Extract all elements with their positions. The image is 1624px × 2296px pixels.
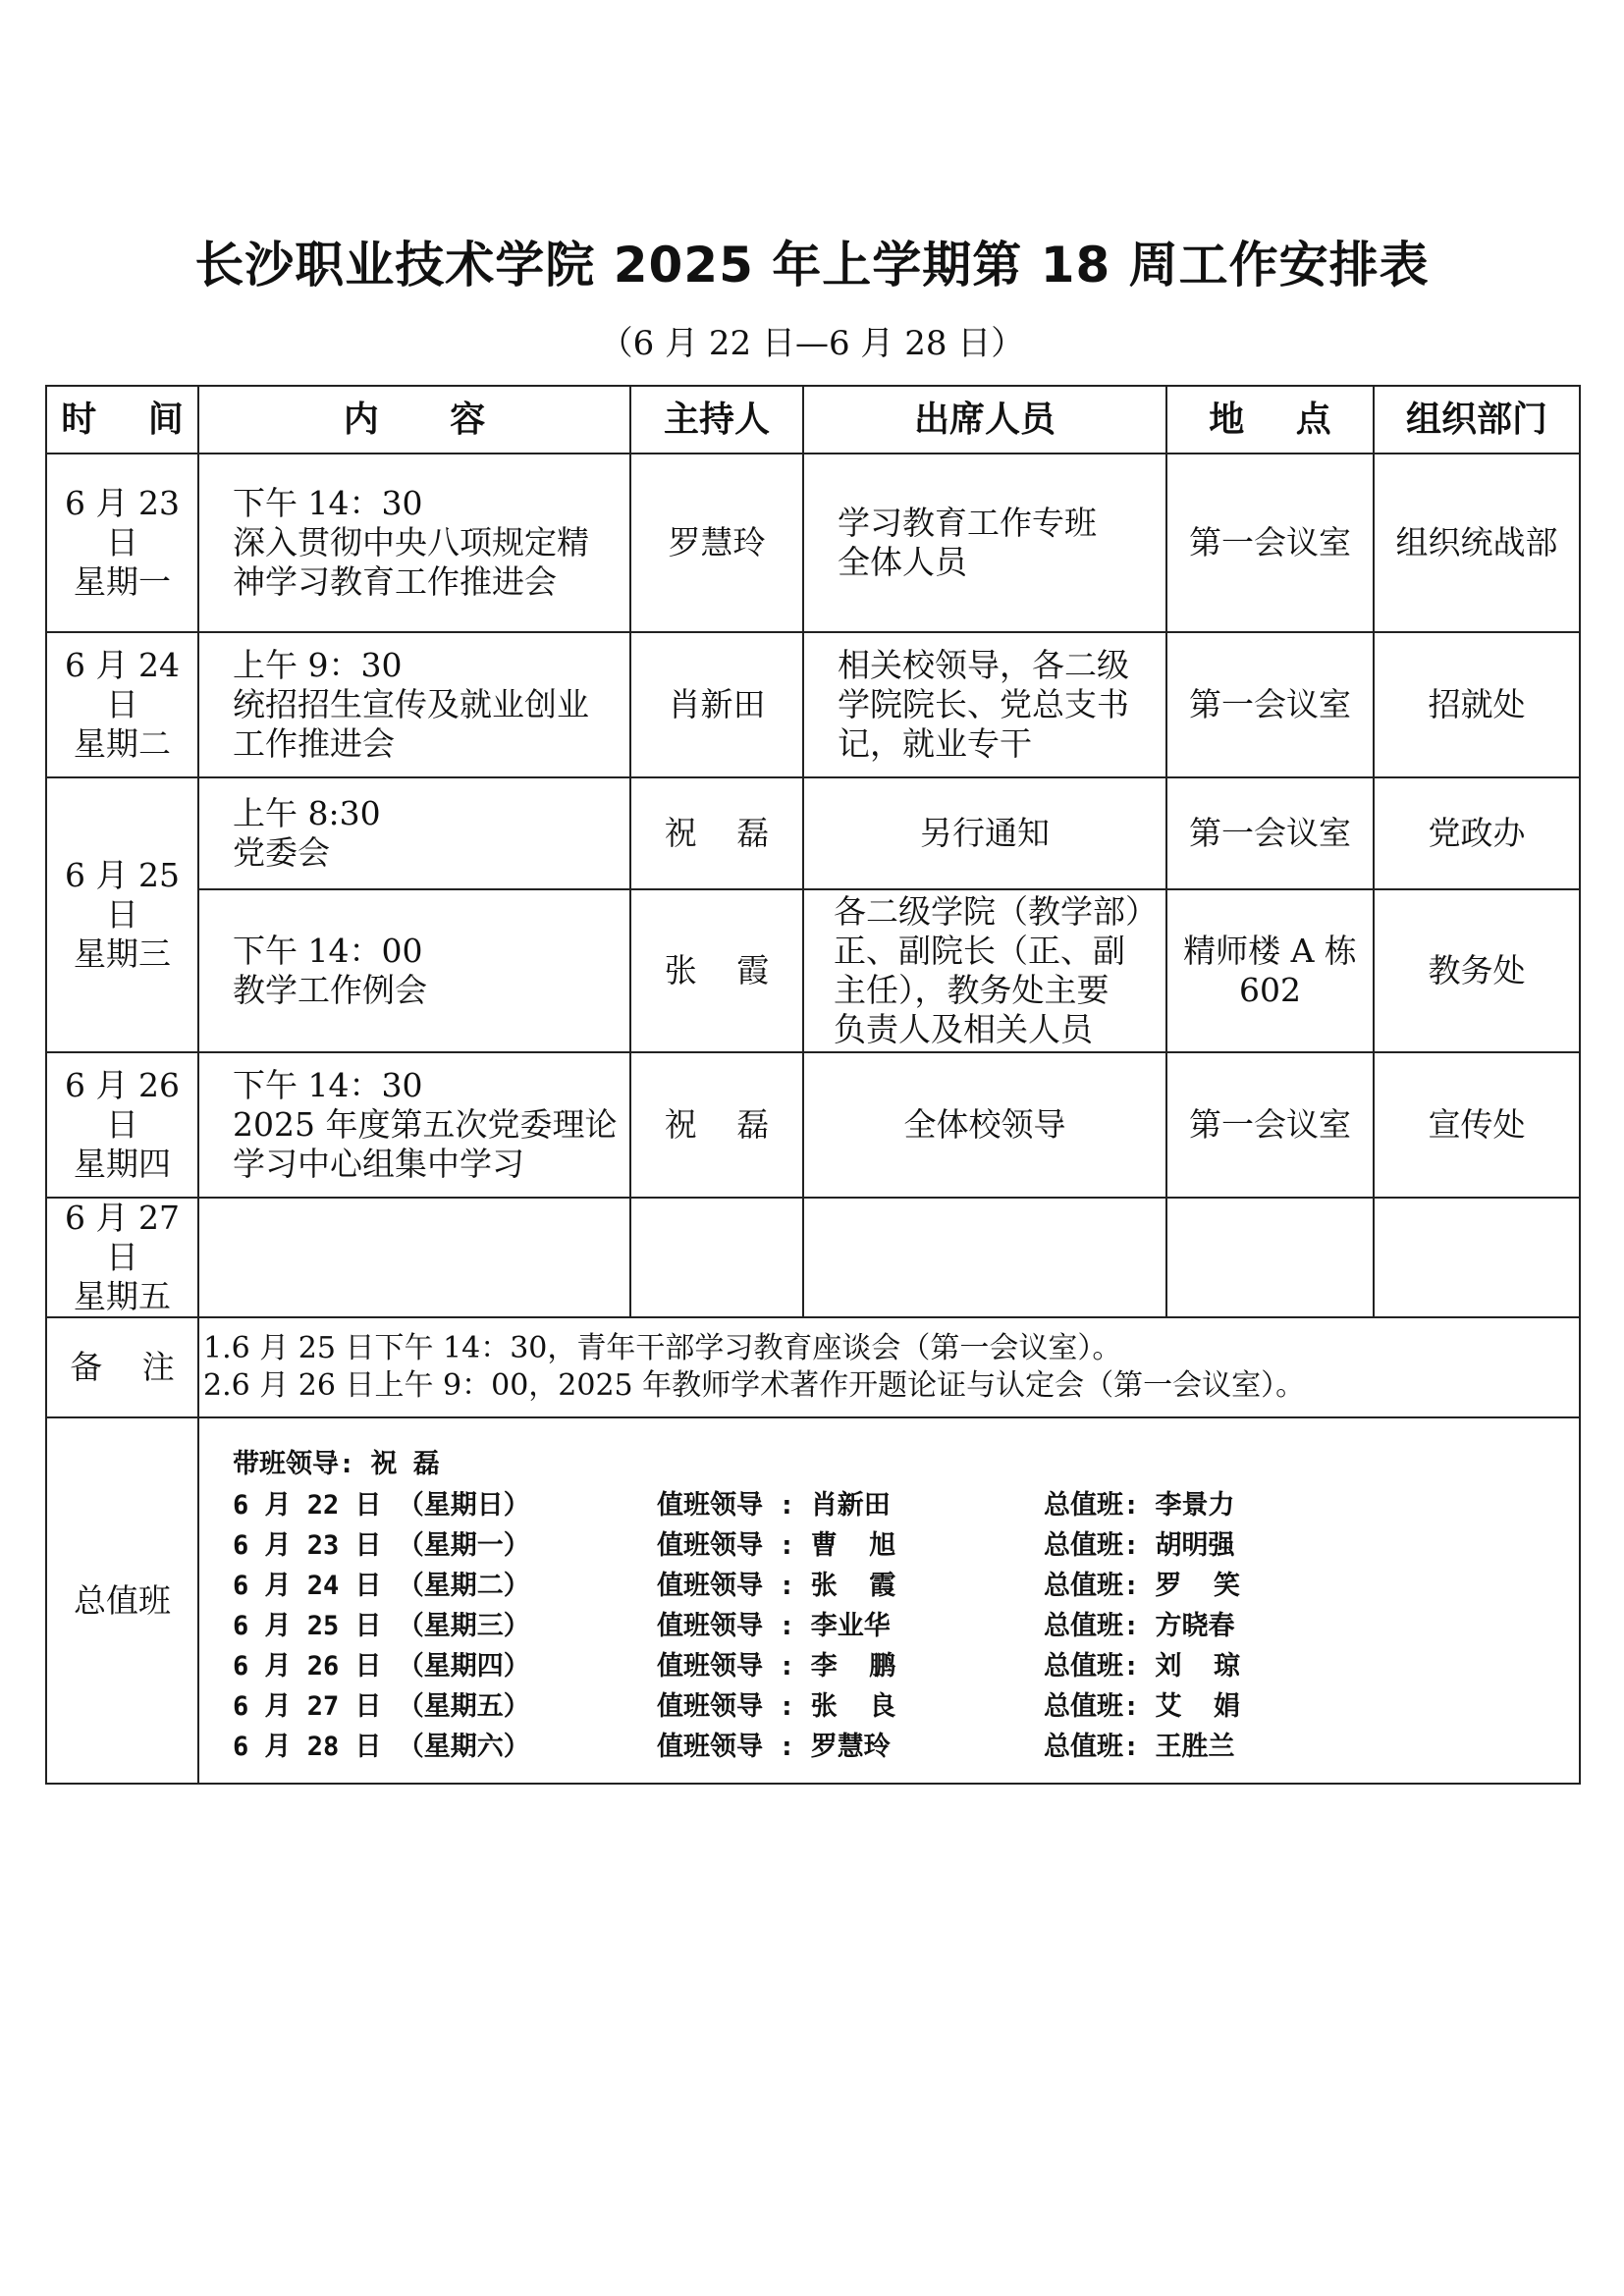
meeting-title-line: 党委会 <box>233 833 330 872</box>
meeting-time: 上午 9：30 <box>233 646 403 684</box>
dept-cell: 组织统战部 <box>1374 454 1580 632</box>
duty-leader: 值班领导 : 李业华 <box>657 1611 891 1641</box>
date-cell <box>46 632 198 777</box>
weekday-text: 星期五 <box>74 1277 171 1315</box>
duty-lead: 带班领导: 祝 磊 <box>233 1449 440 1479</box>
date-text: 6 月 23 日 <box>65 484 180 561</box>
duty-staff: 总值班: 罗 笑 <box>1044 1571 1241 1601</box>
date-text: 6 月 27 日 <box>65 1199 180 1276</box>
duty-staff: 总值班: 李景力 <box>1044 1490 1235 1521</box>
meeting-title-line: 2025 年度第五次党委理论 <box>233 1105 618 1144</box>
table-row <box>46 889 1580 1052</box>
attendees-line: 学习教育工作专班 <box>838 504 1097 542</box>
table-row <box>46 777 1580 889</box>
duty-staff: 总值班: 方晓春 <box>1044 1611 1235 1641</box>
duty-cell <box>198 1417 1580 1784</box>
attendees-cell <box>803 889 1166 1052</box>
notes-cell <box>198 1317 1580 1417</box>
attendees-cell: 全体校领导 <box>803 1052 1166 1198</box>
location-cell: 第一会议室 <box>1166 632 1374 777</box>
duty-staff: 总值班: 艾 娟 <box>1044 1691 1241 1722</box>
attendees-cell: 另行通知 <box>803 777 1166 889</box>
weekday-text: 星期四 <box>74 1145 171 1183</box>
meeting-title-line: 神学习教育工作推进会 <box>233 562 557 601</box>
date-cell <box>46 454 198 632</box>
date-cell <box>46 777 198 1052</box>
table-row <box>46 1052 1580 1198</box>
dept-cell <box>1374 1198 1580 1317</box>
dept-cell: 宣传处 <box>1374 1052 1580 1198</box>
notes-label: 备 注 <box>46 1317 198 1417</box>
duty-leader: 值班领导 : 张 霞 <box>657 1571 896 1601</box>
host-cell: 罗慧玲 <box>630 454 803 632</box>
duty-list-item <box>233 1525 1579 1566</box>
location-cell: 第一会议室 <box>1166 454 1374 632</box>
attendees-line: 学院院长、党总支书 <box>838 685 1129 723</box>
attendees-line: 记，就业专干 <box>838 724 1032 763</box>
header-time: 时 间 <box>46 386 198 454</box>
meeting-title-line: 工作推进会 <box>233 724 395 763</box>
attendees-cell <box>803 454 1166 632</box>
date-range: （6 月 22 日—6 月 28 日） <box>599 324 1025 363</box>
date-cell <box>46 1198 198 1317</box>
duty-leader: 值班领导 : 肖新田 <box>657 1490 891 1521</box>
duty-leader: 值班领导 : 罗慧玲 <box>657 1732 891 1762</box>
header-attendees: 出席人员 <box>803 386 1166 454</box>
weekday-text: 星期三 <box>74 934 171 973</box>
duty-date: 6 月 26 日 （星期四） <box>233 1651 530 1682</box>
duty-date: 6 月 28 日 （星期六） <box>233 1732 530 1762</box>
duty-date: 6 月 27 日 （星期五） <box>233 1691 530 1722</box>
attendees-line: 各二级学院（教学部） <box>834 892 1158 931</box>
header-dept: 组织部门 <box>1374 386 1580 454</box>
host-cell: 祝 磊 <box>630 777 803 889</box>
weekday-text: 星期一 <box>74 562 171 601</box>
duty-list-item <box>233 1727 1579 1767</box>
content-cell <box>198 632 630 777</box>
note-item: 1.6 月 25 日下午 14：30，青年干部学习教育座谈会（第一会议室）。 <box>203 1331 1122 1365</box>
header-location: 地 点 <box>1166 386 1374 454</box>
duty-staff: 总值班: 王胜兰 <box>1044 1732 1235 1762</box>
location-cell <box>1166 889 1374 1052</box>
host-cell: 肖新田 <box>630 632 803 777</box>
meeting-title-line: 教学工作例会 <box>233 971 427 1009</box>
dept-cell: 党政办 <box>1374 777 1580 889</box>
attendees-line: 相关校领导，各二级 <box>838 646 1129 684</box>
attendees-cell <box>803 632 1166 777</box>
content-cell <box>198 889 630 1052</box>
duty-leader: 值班领导 : 张 良 <box>657 1691 896 1722</box>
location-line: 精师楼 A 栋 <box>1183 932 1357 970</box>
attendees-line: 主任），教务处主要 <box>834 971 1110 1009</box>
attendees-line: 全体人员 <box>838 543 967 581</box>
note-item: 2.6 月 26 日上午 9：00，2025 年教师学术著作开题论证与认定会（第一会议室）。 <box>203 1368 1306 1403</box>
meeting-time: 下午 14：30 <box>233 484 423 522</box>
header-host: 主持人 <box>630 386 803 454</box>
meeting-time: 上午 8:30 <box>233 794 381 832</box>
table-row <box>46 454 1580 632</box>
meeting-time: 下午 14：00 <box>233 932 423 970</box>
meeting-title-line: 深入贯彻中央八项规定精 <box>233 523 589 561</box>
dept-cell: 招就处 <box>1374 632 1580 777</box>
content-cell <box>198 1052 630 1198</box>
duty-staff: 总值班: 刘 琼 <box>1044 1651 1241 1682</box>
header-content: 内 容 <box>198 386 630 454</box>
date-text: 6 月 25 日 <box>65 856 180 934</box>
date-text: 6 月 24 日 <box>65 646 180 723</box>
duty-list-item <box>233 1606 1579 1646</box>
duty-label: 总值班 <box>46 1417 198 1784</box>
host-cell: 祝 磊 <box>630 1052 803 1198</box>
table-row <box>46 632 1580 777</box>
table-row <box>46 1198 1580 1317</box>
duty-date: 6 月 24 日 （星期二） <box>233 1571 530 1601</box>
dept-cell: 教务处 <box>1374 889 1580 1052</box>
meeting-time: 下午 14：30 <box>233 1066 423 1104</box>
content-cell <box>198 1198 630 1317</box>
host-cell <box>630 1198 803 1317</box>
meeting-title-line: 学习中心组集中学习 <box>233 1145 524 1183</box>
duty-date: 6 月 22 日 （星期日） <box>233 1490 530 1521</box>
header-row <box>46 386 1580 454</box>
content-cell <box>198 454 630 632</box>
weekday-text: 星期二 <box>74 724 171 763</box>
duty-list-item <box>233 1566 1579 1606</box>
duty-list-item <box>233 1686 1579 1727</box>
notes-row <box>46 1317 1580 1417</box>
duty-date: 6 月 25 日 （星期三） <box>233 1611 530 1641</box>
duty-leader: 值班领导 : 李 鹏 <box>657 1651 896 1682</box>
location-cell <box>1166 1198 1374 1317</box>
duty-row <box>46 1417 1580 1784</box>
location-cell: 第一会议室 <box>1166 777 1374 889</box>
location-line: 602 <box>1239 971 1301 1009</box>
date-text: 6 月 26 日 <box>65 1066 180 1144</box>
attendees-line: 正、副院长（正、副 <box>834 932 1125 970</box>
duty-list-item <box>233 1646 1579 1686</box>
page-title: 长沙职业技术学院 2025 年上学期第 18 周工作安排表 <box>194 237 1430 294</box>
content-cell <box>198 777 630 889</box>
attendees-cell <box>803 1198 1166 1317</box>
meeting-title-line: 统招招生宣传及就业创业 <box>233 685 589 723</box>
schedule-table <box>45 385 1581 1785</box>
duty-staff: 总值班: 胡明强 <box>1044 1530 1235 1561</box>
host-cell: 张 霞 <box>630 889 803 1052</box>
duty-date: 6 月 23 日 （星期一） <box>233 1530 530 1561</box>
date-cell <box>46 1052 198 1198</box>
duty-list-item <box>233 1485 1579 1525</box>
duty-leader: 值班领导 : 曹 旭 <box>657 1530 896 1561</box>
attendees-line: 负责人及相关人员 <box>834 1010 1093 1048</box>
location-cell: 第一会议室 <box>1166 1052 1374 1198</box>
